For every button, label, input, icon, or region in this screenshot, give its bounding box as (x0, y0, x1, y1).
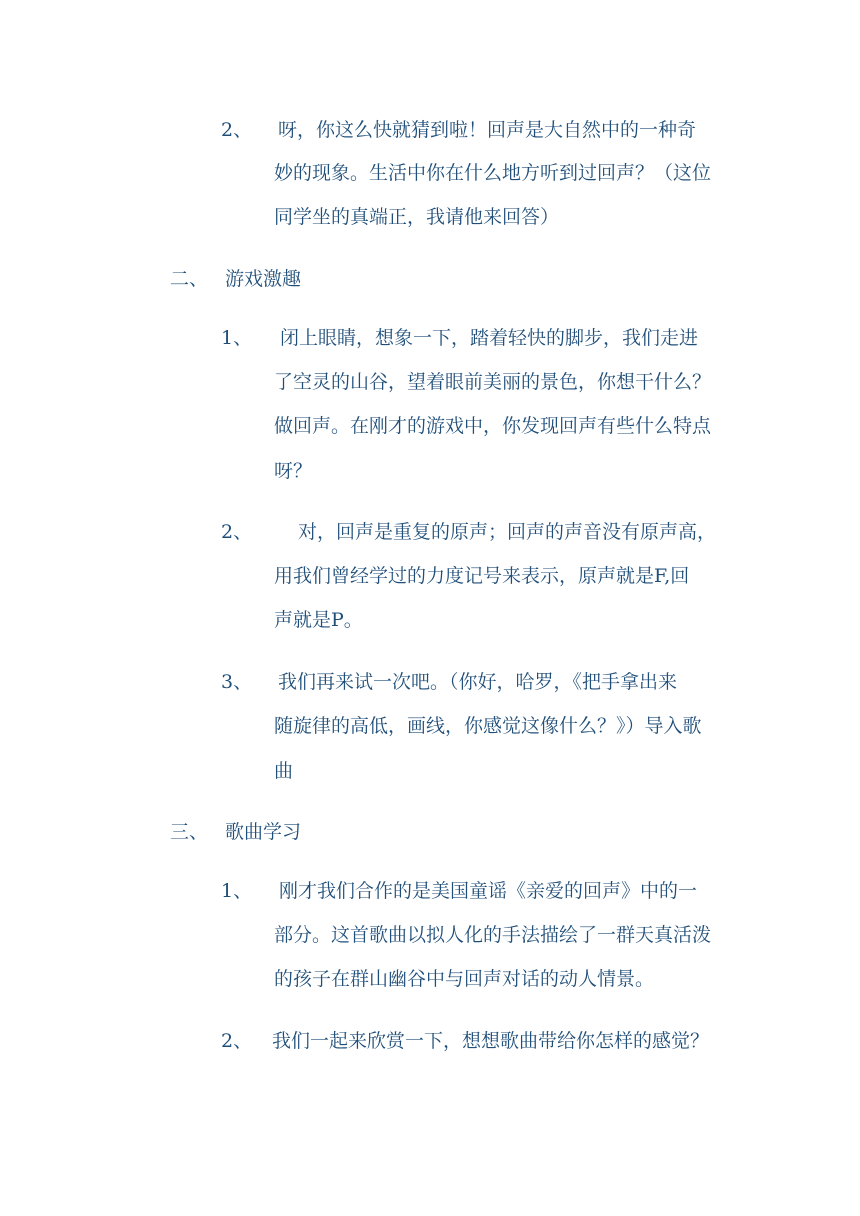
paragraph-line: 曲 (274, 760, 294, 782)
paragraph-line: 同学坐的真端正，我请他来回答） (274, 206, 560, 228)
paragraph-line: 做回声。在刚才的游戏中，你发现回声有些什么特点 (274, 415, 712, 437)
item-number: 1、 (221, 880, 253, 902)
item-number: 2、 (221, 119, 253, 141)
paragraph-line: 用我们曾经学过的力度记号来表示，原声就是F,回 (274, 565, 690, 587)
paragraph-line: 随旋律的高低，画线，你感觉这像什么？》）导入歌 (274, 715, 702, 737)
item-number: 1、 (221, 327, 253, 349)
paragraph-line: 刚才我们合作的是美国童谣《亲爱的回声》中的一 (279, 880, 698, 902)
paragraph-line: 声就是P。 (274, 609, 363, 631)
paragraph-line: 呀？ (274, 460, 313, 482)
paragraph-line: 我们一起来欣赏一下，想想歌曲带给你怎样的感觉？ (272, 1030, 710, 1052)
paragraph-line: 部分。这首歌曲以拟人化的手法描绘了一群天真活泼 (274, 924, 712, 946)
section-title: 歌曲学习 (225, 821, 302, 843)
paragraph-line: 了空灵的山谷，望着眼前美丽的景色，你想干什么？ (274, 371, 712, 393)
item-number: 2、 (221, 1030, 253, 1052)
section-title: 游戏激趣 (225, 268, 302, 290)
paragraph-line: 妙的现象。生活中你在什么地方听到过回声？（这位 (274, 162, 712, 184)
paragraph-line: 闭上眼睛，想象一下，踏着轻快的脚步，我们走进 (280, 327, 699, 349)
paragraph-line: 对，回声是重复的原声；回声的声音没有原声高， (298, 521, 717, 543)
section-number: 三、 (170, 821, 209, 843)
item-number: 2、 (221, 521, 253, 543)
item-number: 3、 (221, 671, 253, 693)
paragraph-line: 我们再来试一次吧。（你好，哈罗，《把手拿出来 (278, 671, 678, 693)
section-number: 二、 (170, 268, 209, 290)
paragraph-line: 的孩子在群山幽谷中与回声对话的动人情景。 (274, 968, 655, 990)
paragraph-line: 呀，你这么快就猜到啦！回声是大自然中的一种奇 (278, 119, 697, 141)
